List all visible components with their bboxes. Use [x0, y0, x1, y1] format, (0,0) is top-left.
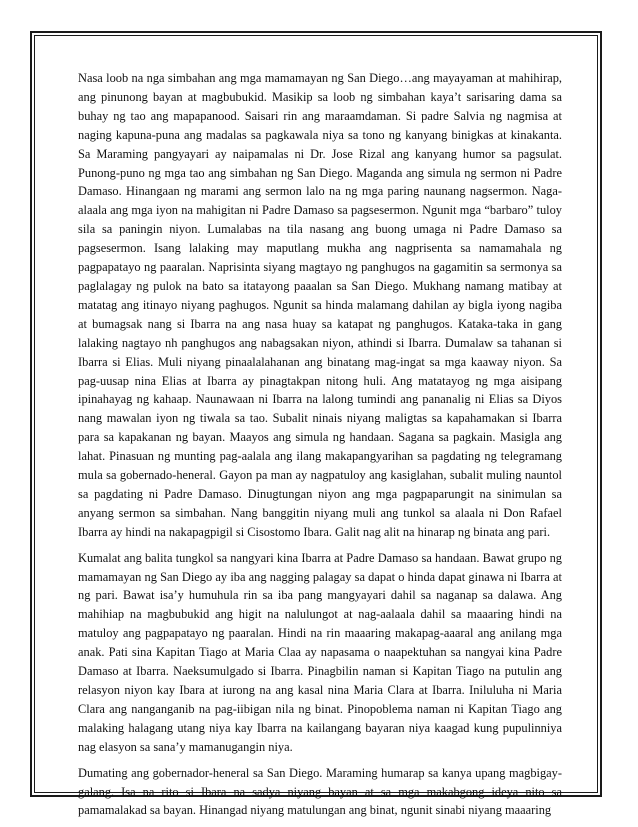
document-body	[78, 69, 562, 827]
paragraph-1: Nasa loob na nga simbahan ang mga mamamayan ng San Diego…ang mayayaman at mahihirap, ang pinunong bayan at magbubukid. Masikip sa loob ng simbahan kaya’t sarisaring dama sa buhay ng tao ang mapapanood. Saisari rin ang maraamdaman. Si padre Salvia ng nagmisa at naging kapuna-puna ang madalas sa pagkawala niya sa tono ng kanyang binigkas at kinakanta. Sa Maraming pangyayari ay naipamalas ni Dr. Jose Rizal ang kanyang humor sa pagsulat. Punong-puno ng mga tao ang simbahan ng San Diego. Maganda ang simula ng sermon ni Padre Damaso. Hinangaan ng marami ang sermon lalo na ng mga paring naunang nagsermon. Naga-alaala ang mga iyon na mahigitan ni Padre Damaso sa pagsesermon. Ngunit mga “barbaro” tuloy sila sa paningin niyon. Lumalabas na tila nasang ang buong umaga ni Padre Damaso sa pagsesermon. Isang lalaking may maputlang mukha ang nagprisenta sa namamahala ng pagpapatayo ng paaralan. Naprisinta siyang magtayo ng panghugos na gagamitin sa sermonya sa paglalagay ng pulok na bato sa itatayong paaalan sa San Diego. Mukhang namang matibay at matatag ang itinayo niyang paghugos. Ngunit sa hinda malamang dahilan ay bigla iyong nagiba at bumagsak nang si Ibarra na ang nasa huay sa katapat ng panghugos. Kataka-taka in gang lalaking nagtayo nh panghugos ang nabagsakan niyon, athindi si Ibarra. Dumalaw sa tahanan si Ibarra si Elias. Muli niyang pinaalalahanan ang binatang mag-ingat sa mga kaaway niyon. Sa pag-uusap nina Elias at Ibarra ay pinagtakpan nitong huli. Ang matatayog ng mga aisipang ipinahayag ng kahaap. Naunawaan ni Ibarra na lalong tumindi ang pananalig ni Elias sa Diyos nang mawalan iyon ng tiwala sa tao. Subalit ninais niyang maligtas sa kapahamakan si Ibarra para sa kapakanan ng bayan. Maayos ang simula ng handaan. Sagana sa pagkain. Masigla ang lahat. Pinasuan ng munting pag-aalala ang ilang makapangyarihan sa pagdating ng telegramang mula sa gobernado-heneral. Gayon pa man ay nagpatuloy ang kasiglahan, subalit muling nauntol sa pagdating ni Padre Damaso. Dinugtungan niyon ang mga pagpaparungit na sinimulan sa anyang sermon sa simbahan. Nang banggitin niyang muli ang tunkol sa alaala ni Don Rafael Ibarra ay hindi na nakapagpigil si Cisostomo Ibara. Galit nag alit na hinarap ng binata ang pari.	[78, 71, 562, 539]
paragraph-2: Kumalat ang balita tungkol sa nangyari kina Ibarra at Padre Damaso sa handaan. Bawat grupo ng mamamayan ng San Diego ay iba ang nagging palagay sa dapat o hinda dapat ginawa ni Ibarra at ng pari. Bawat isa’y humuhula rin sa iba pang mangyayari dahil sa naganap sa dalawa. Ang mahihiap na magbubukid ang higit na nalulungot at nag-aalaala dahil sa maaaring hindi na matuloy ang pagpapatayo ng paaralan. Hindi na rin maaaring makapag-aaaral ang anilang mga anak. Pati sina Kapitan Tiago at Maria Claa ay napasama o naapektuhan sa nangyai kina Padre Damaso at Ibarra. Naeksumulgado si Ibarra. Pinagbilin naman si Kapitan Tiago na putulin ang relasyon niyon kay Ibara at iurong na ang kasal nina Maria Clara at Ibarra. Iniluluha ni Maria Clara ang nanganganib na pag-iibigan nila ng binat. Pinopoblema naman ni Kapitan Tiago ang malaking halagang utang niya kay Ibarra na kailangang bayaran niya kaagad kung pupulinniya nag elasyon sa sana’y mamanugangin niya.	[78, 550, 562, 754]
paragraph-3: Dumating ang gobernador-heneral sa San Diego. Maraming humarap sa kanya upang magbigay-galang. Isa na rito si Ibara na sadya niyang bayan at sa mga makabgong ideya nito sa pamamalakad sa bayan. Hinangad niyang matulungan ang binat, ngunit sinabi niyang maaaring	[78, 765, 562, 818]
